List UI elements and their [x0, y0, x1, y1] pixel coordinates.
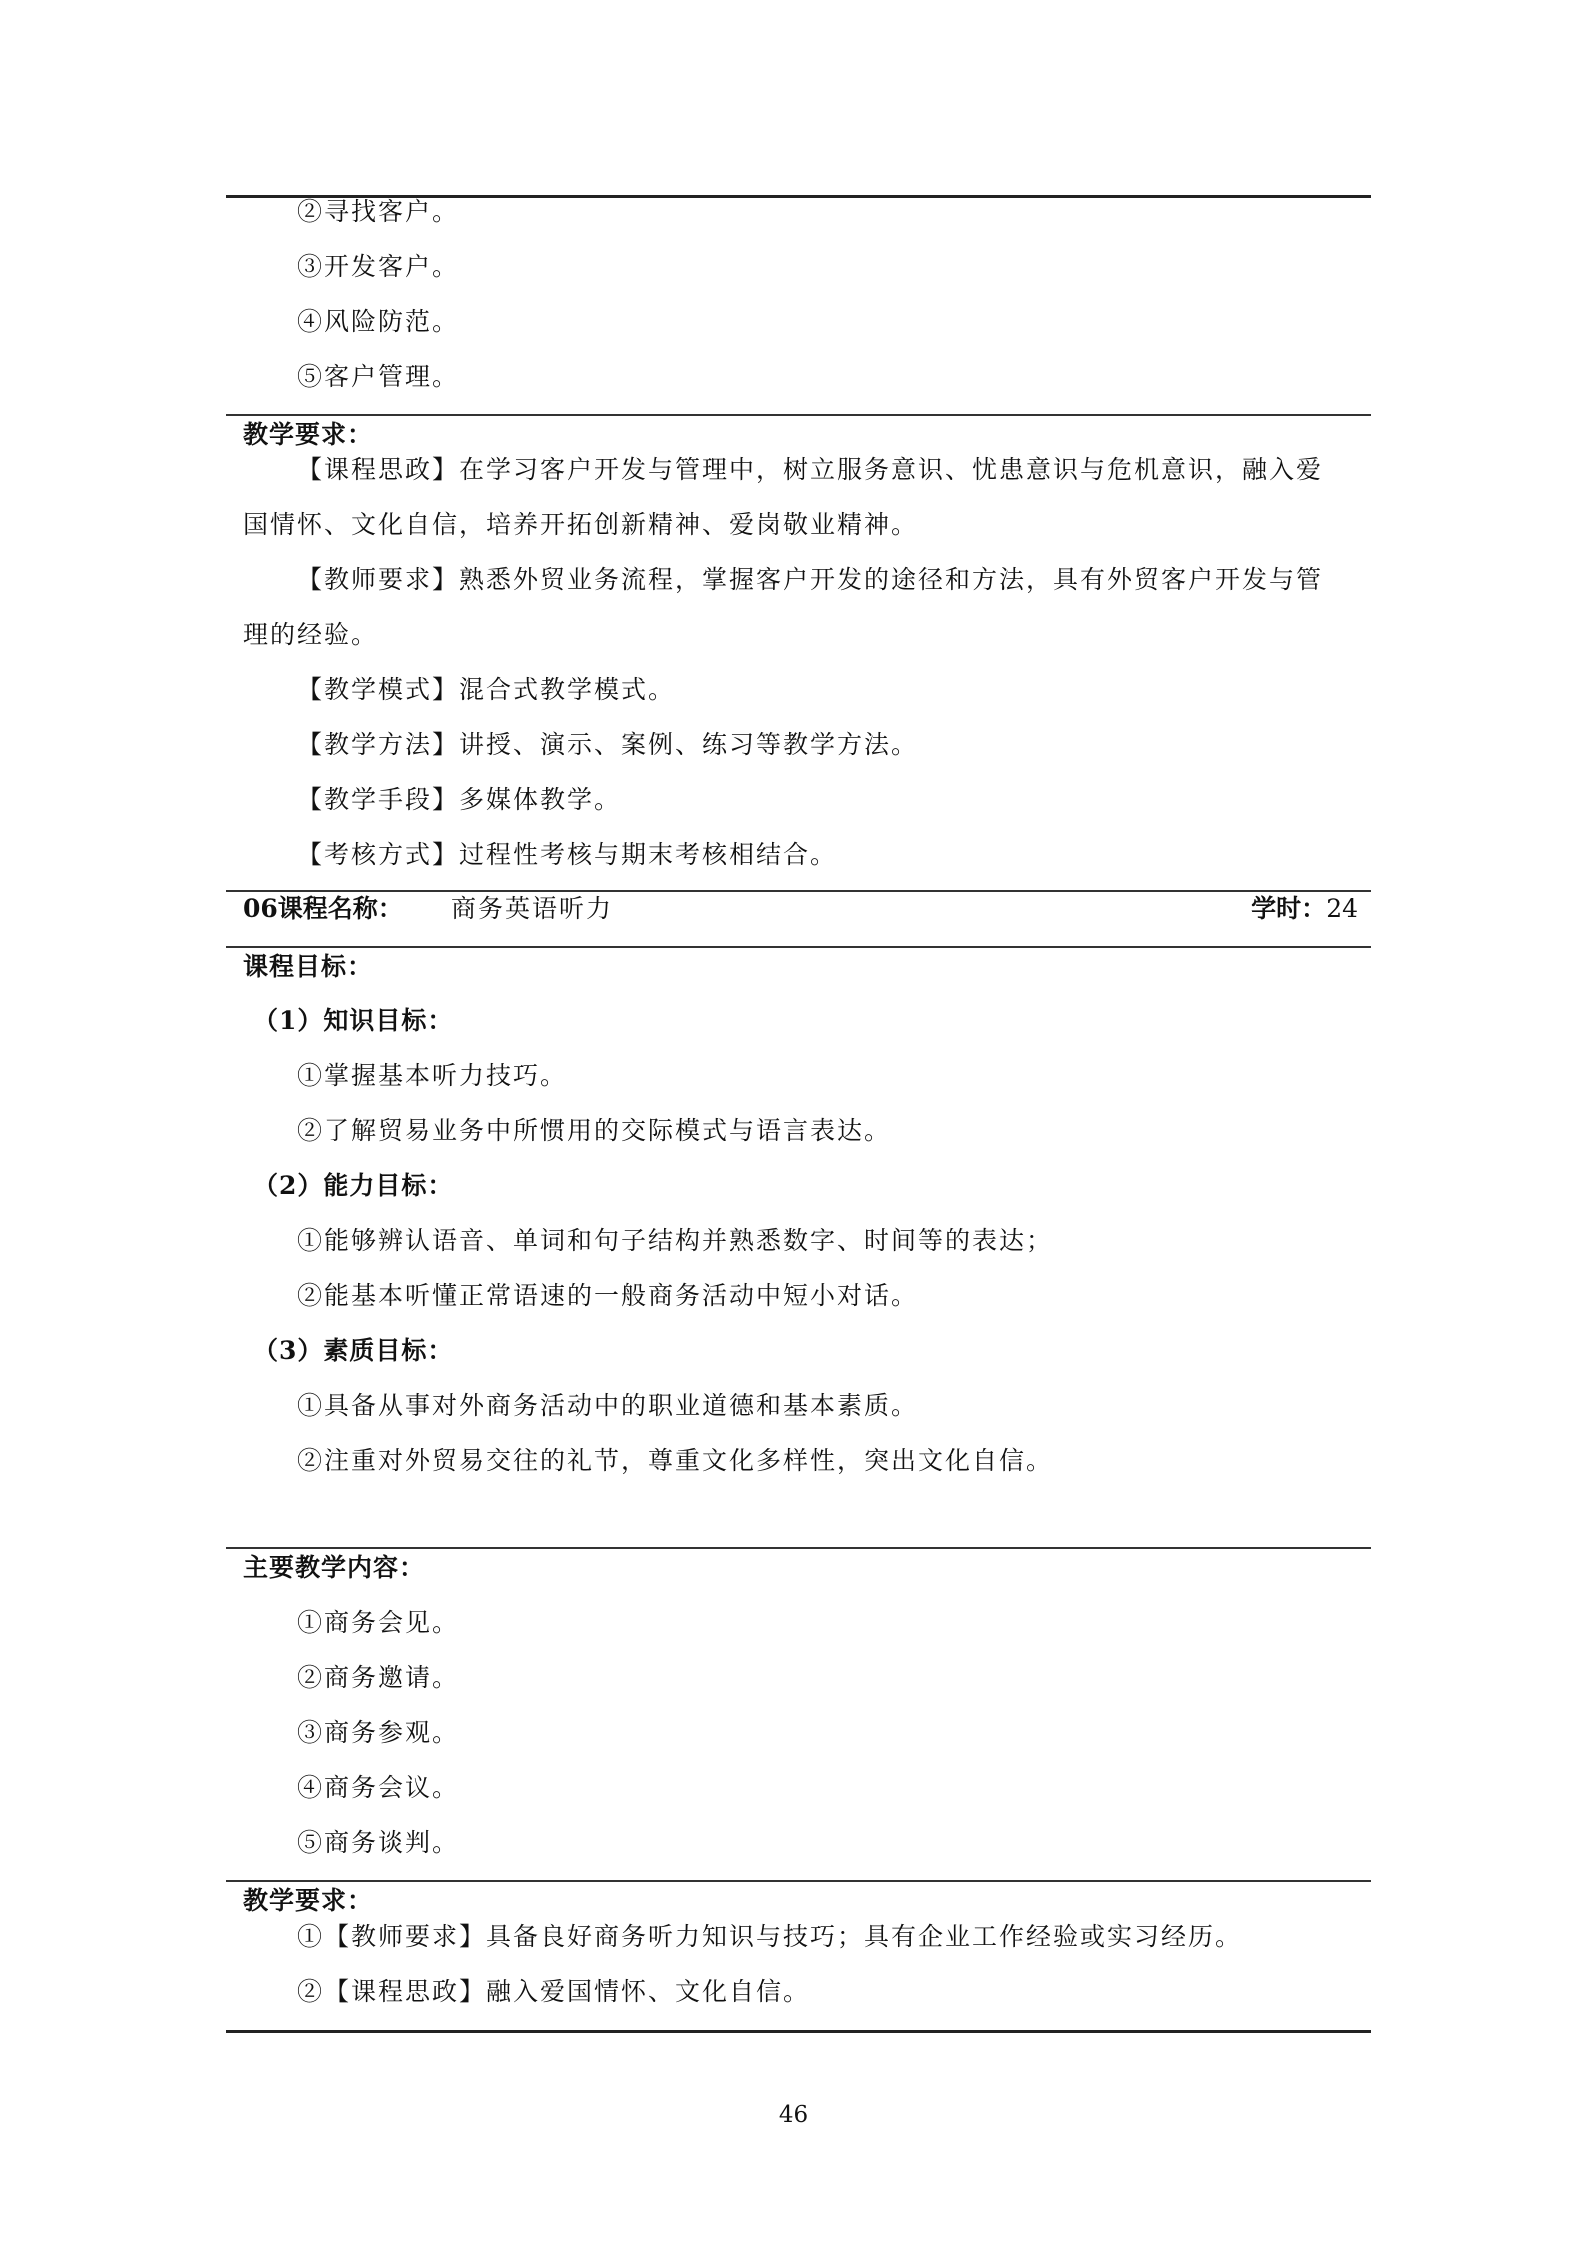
course-name: 商务英语听力: [451, 894, 614, 923]
course-header-row: [243, 892, 1358, 928]
table-bottom-rule: [226, 2030, 1371, 2033]
objective-item: ①掌握基本听力技巧。: [297, 1061, 568, 1090]
objective-item: ②注重对外贸易交往的礼节，尊重文化多样性，突出文化自信。: [297, 1446, 1054, 1475]
sizheng-text: 【课程思政】在学习客户开发与管理中，树立服务意识、忧患意识与危机意识，融入爱: [297, 455, 1324, 484]
objective-item: ②了解贸易业务中所惯用的交际模式与语言表达。: [297, 1116, 892, 1145]
teacher-requirement-continued: 理的经验。: [243, 620, 379, 649]
objective-item: ①具备从事对外商务活动中的职业道德和基本素质。: [297, 1391, 919, 1420]
content-item: ①商务会见。: [297, 1608, 460, 1637]
content-item: ②商务邀请。: [297, 1663, 460, 1692]
objective-item: ②能基本听懂正常语速的一般商务活动中短小对话。: [297, 1281, 919, 1310]
page-number: 46: [778, 2102, 809, 2128]
course-objectives-label: 课程目标：: [243, 952, 374, 981]
content-item: ⑤商务谈判。: [297, 1828, 460, 1857]
objective-item: ①能够辨认语音、单词和句子结构并熟悉数字、时间等的表达；: [297, 1226, 1054, 1255]
content-item: ③开发客户。: [297, 252, 460, 281]
content-item: ④商务会议。: [297, 1773, 460, 1802]
teacher-requirement-text: 【教师要求】熟悉外贸业务流程，掌握客户开发的途径和方法，具有外贸客户开发与管: [297, 565, 1324, 594]
knowledge-objectives-label: （1）知识目标：: [253, 1006, 454, 1035]
quality-objectives-label: （3）素质目标：: [253, 1336, 454, 1365]
main-content-label: 主要教学内容：: [243, 1553, 426, 1582]
row-divider: [226, 1547, 1371, 1549]
hours-value: 24: [1326, 894, 1358, 923]
teaching-requirements-label: 教学要求：: [243, 420, 374, 449]
hours-label: 学时：: [1251, 894, 1327, 923]
ability-objectives-label: （2）能力目标：: [253, 1171, 454, 1200]
requirement-item: ①【教师要求】具备良好商务听力知识与技巧；具有企业工作经验或实习经历。: [297, 1922, 1243, 1951]
row-divider: [226, 946, 1371, 948]
teaching-requirements-label: 教学要求：: [243, 1886, 374, 1915]
teaching-method: 【教学方法】讲授、演示、案例、练习等教学方法。: [297, 730, 919, 759]
requirement-item: ②【课程思政】融入爱国情怀、文化自信。: [297, 1977, 811, 2006]
course-hours: [1251, 892, 1358, 926]
content-item: ④风险防范。: [297, 307, 460, 336]
content-item: ⑤客户管理。: [297, 362, 460, 391]
teaching-mode: 【教学模式】混合式教学模式。: [297, 675, 676, 704]
row-divider: [226, 414, 1371, 416]
course-number-label: 06课程名称：: [243, 894, 403, 923]
sizheng-text-continued: 国情怀、文化自信，培养开拓创新精神、爱岗敬业精神。: [243, 510, 919, 539]
teaching-means: 【教学手段】多媒体教学。: [297, 785, 622, 814]
assessment-method: 【考核方式】过程性考核与期末考核相结合。: [297, 840, 838, 869]
content-item: ②寻找客户。: [297, 197, 460, 226]
row-divider: [226, 1880, 1371, 1882]
content-item: ③商务参观。: [297, 1718, 460, 1747]
